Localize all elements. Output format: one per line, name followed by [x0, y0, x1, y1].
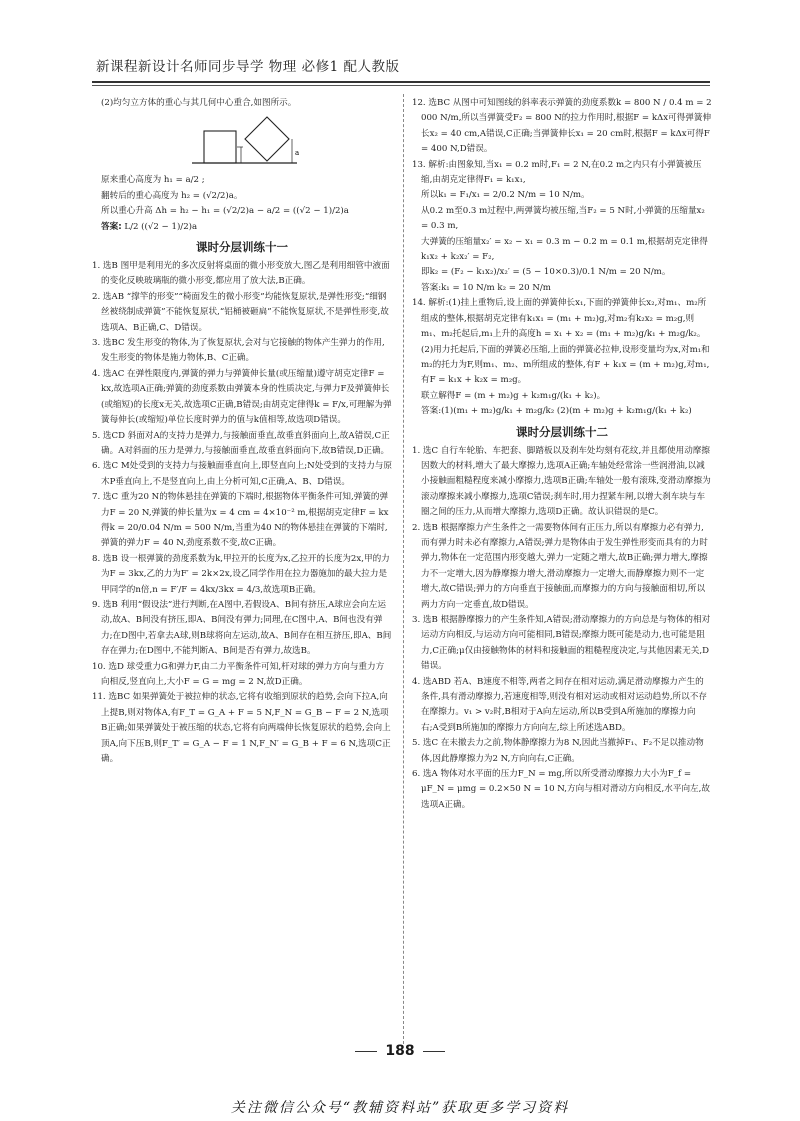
answer-item-12-6: 6. 选A 物体对水平面的压力F_N = mg,所以所受滑动摩擦力大小为F_f = μF_N = μmg = 0.2×50 N = 10 N,方向与相对滑动方向相反,水平向左,故选项A正确。 [412, 769, 710, 810]
solution-13-line-1: 所以k₁ = F₁/x₁ = 2/0.2 N/m = 10 N/m。 [421, 190, 590, 201]
answer-item-12: 12. 选BC 从图中可知图线的斜率表示弹簧的劲度系数k = 800 N / 0.4 m = 2 000 N/m,所以当弹簧受F₂ = 800 N的拉力作用时,根据F = kΔx可得弹簧伸长x₂ = 40 cm,A错误,C正确;当弹簧伸长x₁ = 20 cm时,根据F = kΔx可得F = 400 N,D错误。 [412, 98, 712, 155]
answer-item-4: 4. 选AC 在弹性限度内,弹簧的弹力与弹簧伸长量(或压缩量)遵守胡克定律F = kx,故选项A正确;弹簧的劲度系数由弹簧本身的性质决定,与弹力F及弹簧伸长(或缩短)的长度x无关,故选项C正确,B错误;由胡克定律得k = F/x,可理解为弹簧每伸长(或缩短)单位长度时弹力的值与k值相等,故选项D错误。 [92, 368, 392, 426]
answer-item-11: 11. 选BC 如果弹簧处于被拉伸的状态,它将有收缩到原状的趋势,会向下拉A,向上提B,则对物体A,有F_T = G_A + F = 5 N,F_N = G_B − F = 2 N,选项B正确;如果弹簧处于被压缩的状态,它将有向两端伸长恢复原状的趋势,会向上顶A,向下压B,则F_T′ = G_A − F = 1 N,F_N′ = G_B + F = 6 N,选项C正确。 [92, 692, 391, 765]
solution-14-result: 联立解得F = (m + m₂)g + k₂m₁g/(k₁ + k₂)。 [421, 390, 606, 401]
answer-item-9: 9. 选B 利用“假设法”进行判断,在A图中,若假设A、B间有挤压,A球应会向左运动,故A、B间没有挤压,即A、B间没有弹力;同理,在C图中,A、B间也没有弹力;在D图中,若拿去A球,则B球将向左运动,故A、B间存在相互挤压,即A、B间存在弹力;在D图中,不能判断A、B间是否有弹力,故选B。 [92, 599, 392, 657]
figure-label: a [295, 149, 300, 158]
page-number [0, 1043, 800, 1059]
section-title-12: 课时分层训练十二 [516, 424, 608, 439]
answer-item-2: 2. 选AB “撑竿的形变”“椅面发生的微小形变”均能恢复原状,是弹性形变;“细钢丝被绕制成弹簧”不能恢复原状,“铝桶被砸扁”不能恢复原状,不是弹性形变,故选项A、B正确,C、D错误。 [92, 291, 389, 333]
header-rule-thick [92, 81, 710, 83]
solution-13-line-2: 从0.2 m至0.3 m过程中,两弹簧均被压缩,当F₂ = 5 N时,小弹簧的压缩量x₂ = 0.3 m, [421, 205, 705, 232]
solution-13-answer: 答案:k₁ = 10 N/m k₂ = 20 N/m [421, 282, 551, 293]
intro-line-3: 翻转后的重心高度为 h₂ = (√2/2)a。 [101, 190, 243, 201]
header-rule-thin [92, 85, 710, 86]
answer-item-12-5: 5. 选C 在未撤去力之前,物体静摩擦力为8 N,因此当撤掉F₁、F₂不足以推动物体,因此静摩擦力为2 N,方向向右,C正确。 [412, 738, 704, 764]
solution-13-line-4: 即k₂ = (F₂ − k₁x₂)/x₂′ = (5 − 10×0.3)/0.1 N/m = 20 N/m。 [421, 267, 671, 278]
answer-line [92, 220, 392, 235]
page-number-value: 188 [385, 1043, 415, 1059]
solution-14-answer: 答案:(1)(m₁ + m₂)g/k₁ + m₂g/k₂ (2)(m + m₂)g + k₂m₁g/(k₁ + k₂) [421, 406, 692, 417]
intro-line-2: 原来重心高度为 h₁ = a/2 ; [101, 175, 205, 186]
answer-item-8: 8. 选B 设一根弹簧的劲度系数为k,甲拉开的长度为x,乙拉开的长度为2x,甲的力为F = 3kx,乙的力为F′ = 2k×2x,设乙同学作用在拉力器施加的最大拉力是甲同学的n倍,n = F′/F = 4kx/3kx = 4/3,故选项B正确。 [92, 553, 390, 595]
intro-line-4: 所以重心升高 Δh = h₂ − h₁ = (√2/2)a − a/2 = ((√2 − 1)/2)a [101, 206, 349, 217]
answer-item-3: 3. 选BC 发生形变的物体,为了恢复原状,会对与它接触的物体产生弹力的作用,发生形变的物体是施力物体,B、C正确。 [92, 338, 385, 364]
answer-item-10: 10. 选D 球受重力G和弹力F,由二力平衡条件可知,杆对球的弹力方向与重力方向相反,竖直向上,大小F = G = mg = 2 N,故D正确。 [92, 661, 385, 687]
book-header [96, 55, 708, 81]
page-number-rule-right [423, 1051, 445, 1052]
solution-14-part-2: (2)用力托起后,下面的弹簧必压缩,上面的弹簧必拉伸,设形变量均为x,对m₁和m₂的托力为F,则m₁、m₂、m所组成的整体,有F + k₁x = (m + m₂)g,对m₁,有F = k₁x + k₂x = m₂g。 [421, 344, 710, 386]
right-column [412, 96, 712, 813]
cube-figure [92, 113, 392, 169]
footer-note: 关注微信公众号“教辅资料站”获取更多学习资料 [230, 1100, 570, 1116]
column-divider [403, 94, 404, 1044]
answer-item-12-3: 3. 选B 根据静摩擦力的产生条件知,A错误;滑动摩擦力的方向总是与物体的相对运动方向相反,与运动方向可能相同,B错误;摩擦力既可能是动力,也可能是阻力,C正确;μ仅由接触物体的材料和接触面的粗糙程度决定,与其他因素无关,D错误。 [412, 615, 711, 672]
answer-text: L/2 ((√2 − 1)/2)a [124, 221, 198, 232]
answer-item-12-1: 1. 选C 自行车轮胎、车把套、脚踏板以及刹车处均刻有花纹,并且都使用动摩擦因数大的材料,增大了最大摩擦力,选项A正确;车轴处经常涂一些润滑油,以减小接触面粗糙程度来减小摩擦力,选项B正确;车轴处一般有滚珠,变滑动摩擦为滚动摩擦来减小摩擦力,选项C错误;刹车时,用力捏紧车闸,以增大刹车块与车圈之间的压力,从而增大摩擦力,选项D正确。故认识错误的是C。 [412, 445, 711, 518]
cube-diagram [92, 113, 392, 169]
page-number-rule-left [355, 1051, 377, 1052]
answer-item-6: 6. 选C M处受到的支持力与接触面垂直向上,即竖直向上;N处受到的支持力与原木P垂直向上,不是竖直向上,由上分析可知,C正确,A、B、D错误。 [92, 461, 392, 487]
answer-item-14: 14. 解析:(1)挂上重物后,设上面的弹簧伸长x₁,下面的弹簧伸长x₂,对m₁、m₂所组成的整体,根据胡克定律有k₁x₁ = (m₁ + m₂)g,对m₂有k₂x₂ = m₂g,则m₁、m₂托起后,m₁上升的高度h = x₁ + x₂ = (m₁ + m₂)g/k₁ + m₂g/k₂。 [412, 298, 707, 340]
answer-item-7: 7. 选C 重为20 N的物体悬挂在弹簧的下端时,根据物体平衡条件可知,弹簧的弹力F = 20 N,弹簧的伸长量为x = 4 cm = 4×10⁻² m,根据胡克定律F = kx得k = 20/0.04 N/m = 500 N/m,当重为40 N的物体悬挂在弹簧的下端时,弹簧的弹力F = 40 N,劲度系数不变,故C正确。 [92, 492, 389, 549]
answer-item-1: 1. 选B 图甲是利用光的多次反射将桌面的微小形变放大,图乙是利用细管中液面的变化反映玻璃瓶的微小形变,都应用了放大法,B正确。 [92, 261, 390, 287]
answer-item-13: 13. 解析:由图象知,当x₁ = 0.2 m时,F₁ = 2 N,在0.2 m之内只有小弹簧被压缩,由胡克定律得F₁ = k₁x₁, [412, 159, 702, 186]
section-title-11: 课时分层训练十一 [196, 240, 288, 255]
answer-item-12-2: 2. 选B 根据摩擦力产生条件之一需要物体间有正压力,所以有摩擦力必有弹力,而有弹力时未必有摩擦力,A错误;弹力是物体由于发生弹性形变而具有的力时弹力,物体在一定范围内形变越大,弹力一定随之增大,故B正确;弹力增大,摩擦力不一定增大,因为静摩擦力增大,滑动摩擦力一定增大,而静摩擦力则不一定增大,故C错误;弹力的方向垂直于接触面,而摩擦力的方向与接触面相切,所以两力方向一定垂直,故D错误。 [412, 522, 708, 610]
answer-label: 答案: [101, 221, 122, 232]
solution-13-line-3: 大弹簧的压缩量x₂′ = x₂ − x₁ = 0.3 m − 0.2 m = 0.1 m,根据胡克定律得k₁x₂ + k₂x₂′ = F₂, [421, 236, 708, 263]
intro-line-1: (2)均匀立方体的重心与其几何中心重合,如图所示。 [101, 98, 297, 108]
header-title: 新课程新设计名师同步导学 物理 必修1 配人教版 [96, 59, 400, 75]
answer-item-5: 5. 选CD 斜面对A的支持力是弹力,与接触面垂直,故垂直斜面向上,故A错误,C正确。A对斜面的压力是弹力,与接触面垂直,故垂直斜面向下,故B错误,D正确。 [92, 430, 390, 456]
left-column [92, 96, 392, 767]
answer-item-12-4: 4. 选ABD 若A、B速度不相等,两者之间存在相对运动,满足滑动摩擦力产生的条件,具有滑动摩擦力,若速度相等,则没有相对运动或相对运动趋势,所以不存在摩擦力。v₁ > v₂时,B相对于A向左运动,所以B受到A所施加的摩擦力向右;A受到B所施加的摩擦力方向向左,综上所述选ABD。 [412, 676, 707, 733]
